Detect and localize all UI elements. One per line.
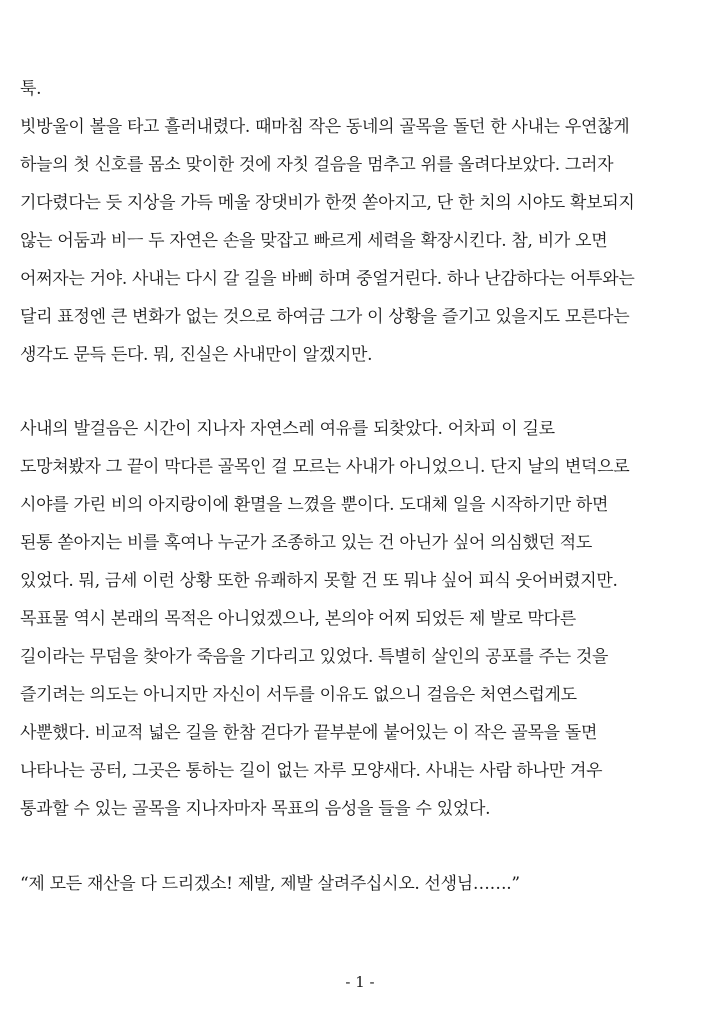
text-line: 길이라는 무덤을 찾아가 죽음을 기다리고 있었다. 특별히 살인의 공포를 주는 것을 <box>20 647 609 667</box>
text-line: 툭. <box>20 79 42 99</box>
text-line: 어쩌자는 거야. 사내는 다시 갈 길을 바삐 하며 중얼거린다. 하나 난감하다는 어투와는 <box>20 269 635 289</box>
text-line: 나타나는 공터, 그곳은 통하는 길이 없는 자루 모양새다. 사내는 사람 하나만 겨우 <box>20 761 603 781</box>
text-line: 달리 표정엔 큰 변화가 없는 것으로 하여금 그가 이 상황을 즐기고 있을지도 모른다는 <box>20 307 630 327</box>
text-line: 사내의 발걸음은 시간이 지나자 자연스레 여유를 되찾았다. 어차피 이 길로 <box>20 419 555 439</box>
text-line: 사뿐했다. 비교적 넓은 길을 한참 걷다가 끝부분에 붙어있는 이 작은 골목을 돌면 <box>20 723 598 743</box>
text-line: 않는 어둠과 비ㅡ 두 자연은 손을 맞잡고 빠르게 세력을 확장시킨다. 참, 비가 오면 <box>20 231 608 251</box>
text-line: 즐기려는 의도는 아니지만 자신이 서두를 이유도 없으니 걸음은 처연스럽게도 <box>20 685 577 705</box>
text-line: 도망쳐봤자 그 끝이 막다른 골목인 걸 모르는 사내가 아니었으니. 단지 날의 변덕으로 <box>20 457 630 477</box>
paragraph-2 <box>20 410 710 828</box>
text-line: 빗방울이 볼을 타고 흘러내렸다. 때마침 작은 동네의 골목을 돌던 한 사내는 우연찮게 <box>20 117 630 137</box>
text-line: 목표물 역시 본래의 목적은 아니었겠으나, 본의야 어찌 되었든 제 발로 막다른 <box>20 609 576 629</box>
text-line: 된통 쏟아지는 비를 혹여나 누군가 조종하고 있는 건 아닌가 싶어 의심했던 적도 <box>20 533 593 553</box>
page-number: - 1 - <box>345 973 375 991</box>
text-line: 하늘의 첫 신호를 몸소 맞이한 것에 자칫 걸음을 멈추고 위를 올려다보았다. 그러자 <box>20 155 614 175</box>
text-line: 있었다. 뭐, 금세 이런 상황 또한 유쾌하지 못할 건 또 뭐냐 싶어 피식 웃어버렸지만. <box>20 571 618 591</box>
text-line: 통과할 수 있는 골목을 지나자마자 목표의 음성을 들을 수 있었다. <box>20 799 491 819</box>
paragraph-1 <box>20 70 710 374</box>
text-line: 시야를 가린 비의 아지랑이에 환멸을 느꼈을 뿐이다. 도대체 일을 시작하기만 하면 <box>20 495 609 515</box>
paragraph-3-dialogue <box>20 865 710 903</box>
text-line: 생각도 문득 든다. 뭐, 진실은 사내만이 알겠지만. <box>20 345 373 365</box>
dialogue-line: “제 모든 재산을 다 드리겠소! 제발, 제발 살려주십시오. 선생님…….” <box>20 874 520 894</box>
text-line: 기다렸다는 듯 지상을 가득 메울 장댓비가 한껏 쏟아지고, 단 한 치의 시야도 확보되지 <box>20 193 635 213</box>
